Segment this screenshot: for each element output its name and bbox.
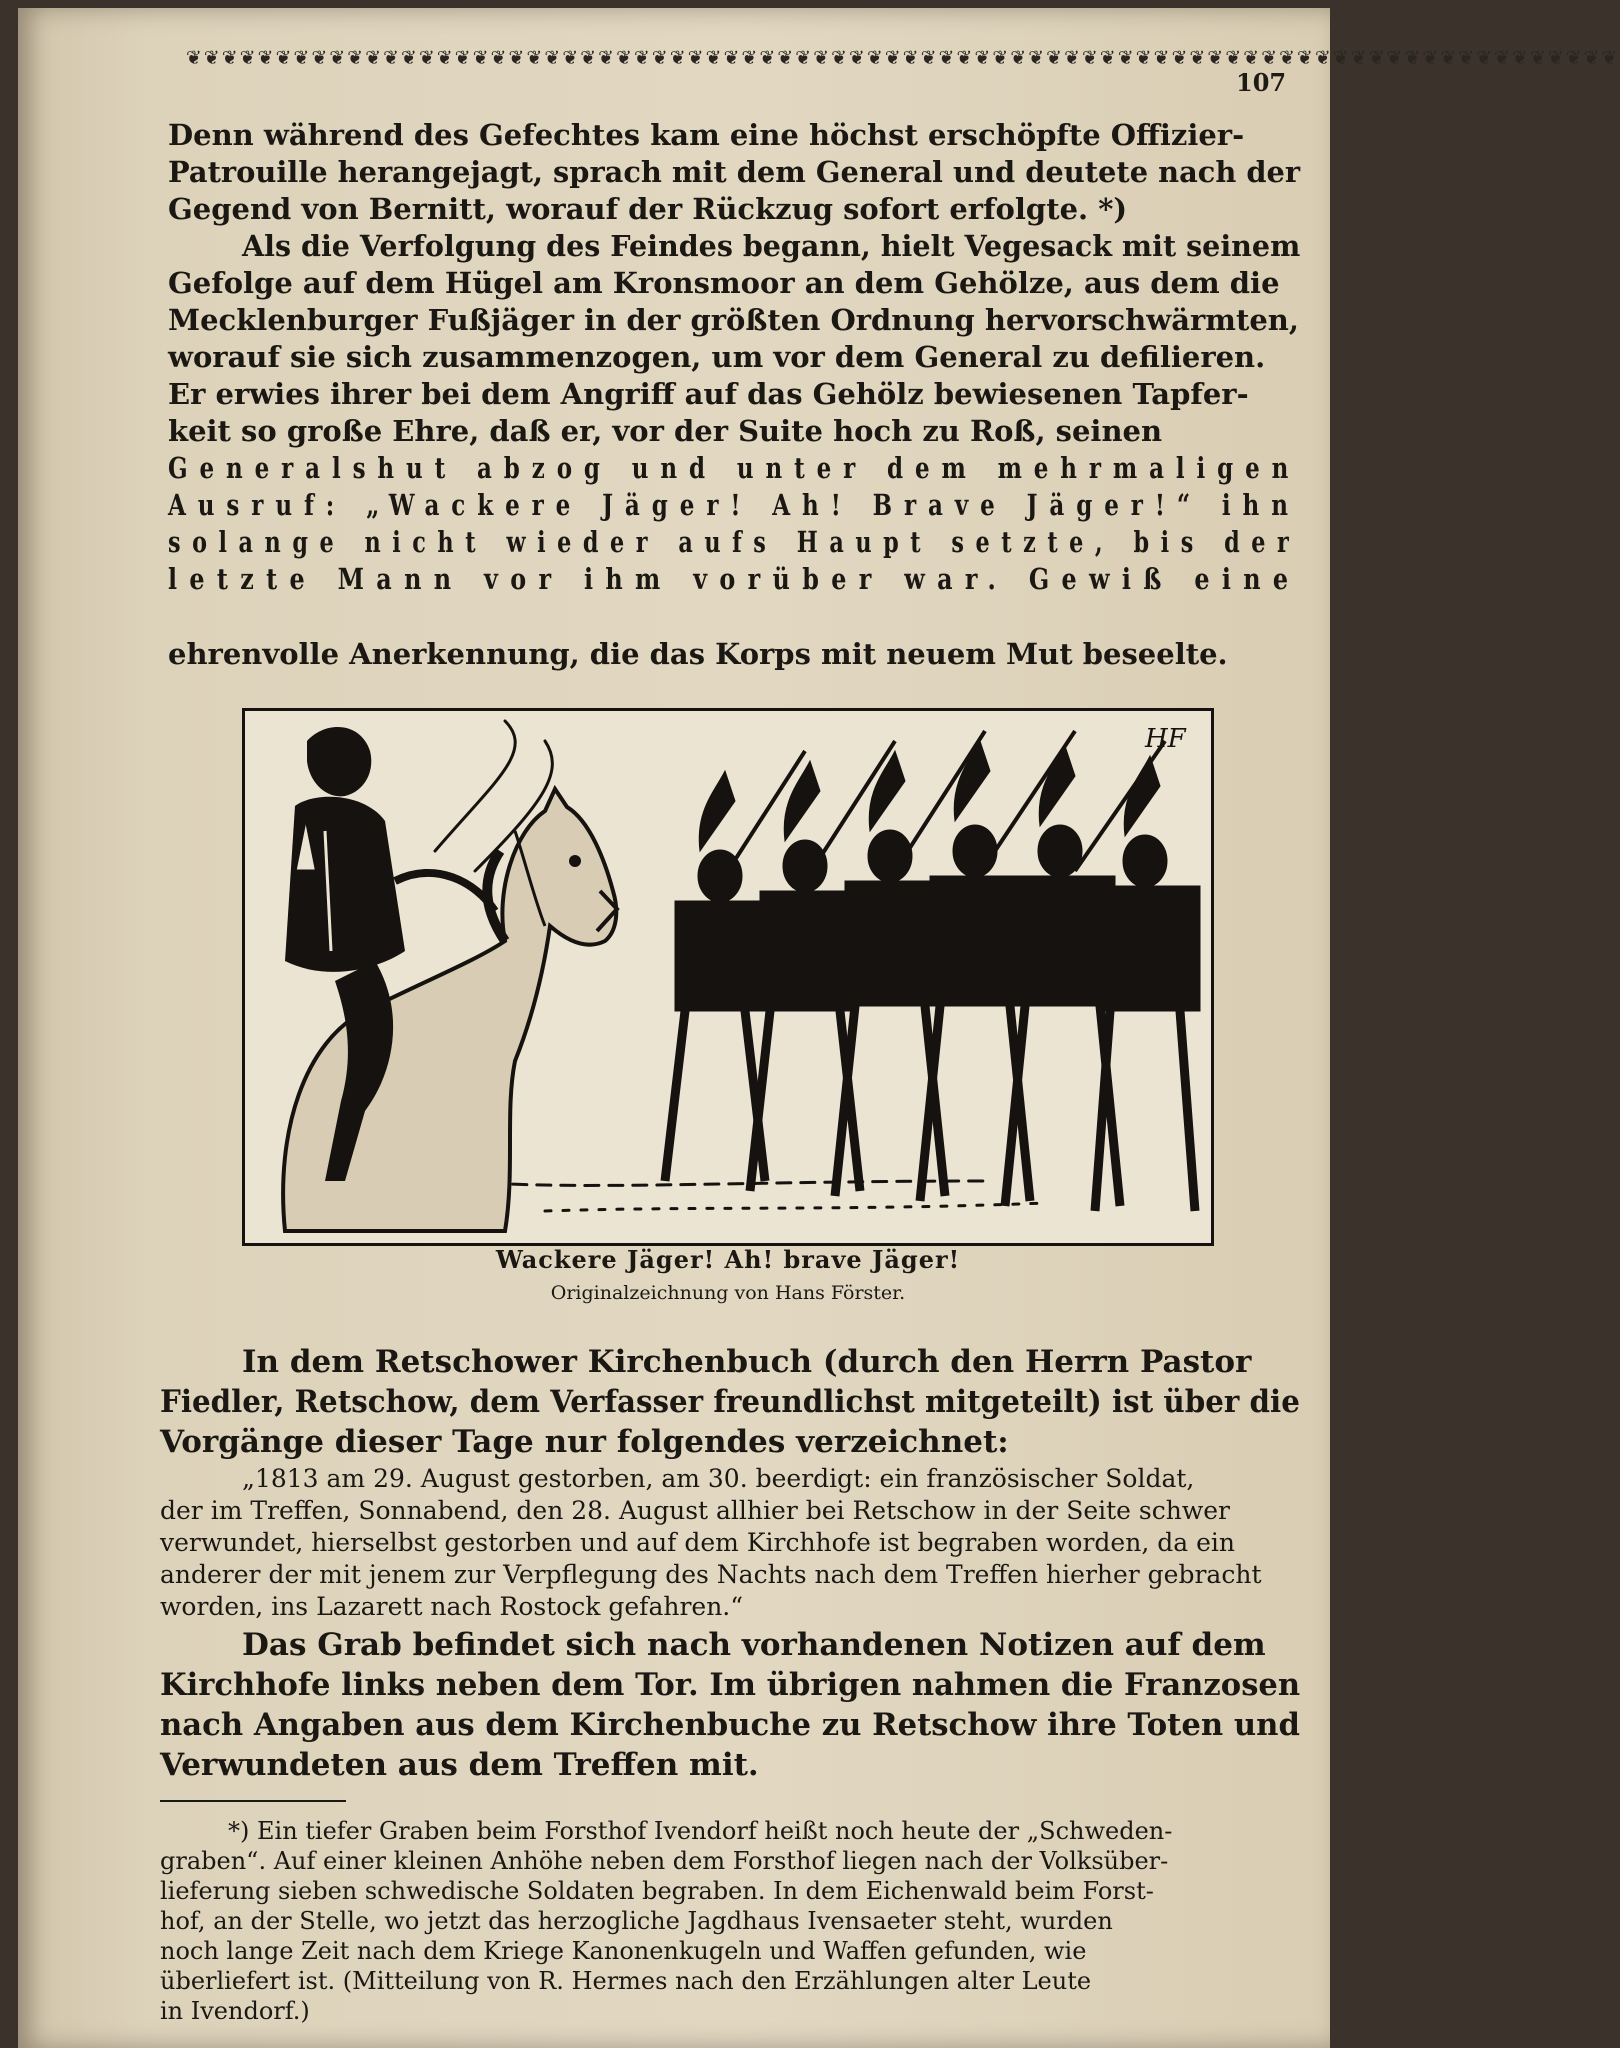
text-line: hof, an der Stelle, wo jetzt das herzogliche Jagdhaus Ivensaeter steht, wurden (160, 1907, 1113, 1935)
text-line: letzte Mann vor ihm vorüber war. Gewiß eine (168, 562, 1301, 596)
text-line: der im Treffen, Sonnabend, den 28. August allhier bei Retschow in der Seite schwer (160, 1496, 1230, 1525)
illustration-frame (242, 708, 1214, 1246)
text-line: Patrouille herangejagt, sprach mit dem General und deutete nach der (168, 155, 1301, 189)
marching-soldiers (665, 731, 1200, 1211)
book-page (18, 8, 1620, 2048)
text-line: Als die Verfolgung des Feindes begann, hielt Vegesack mit seinem (242, 229, 1301, 263)
text-line: Generalshut abzog und unter dem mehrmaligen (168, 451, 1301, 485)
text-line: Vorgänge dieser Tage nur folgendes verzeichnet: (160, 1424, 1009, 1460)
text-line: ehrenvolle Anerkennung, die das Korps mit neuem Mut beseelte. (168, 637, 1228, 671)
text-line: noch lange Zeit nach dem Kriege Kanonenkugeln und Waffen gefunden, wie (160, 1937, 1087, 1965)
text-line: Das Grab befindet sich nach vorhandenen Notizen auf dem (242, 1627, 1266, 1663)
artist-monogram: HF (1145, 724, 1186, 754)
text-line: Fiedler, Retschow, dem Verfasser freundlichst mitgeteilt) ist über die (160, 1384, 1300, 1420)
text-line: In dem Retschower Kirchenbuch (durch den Herrn Pastor (242, 1344, 1252, 1380)
text-line: Gefolge auf dem Hügel am Kronsmoor an dem Gehölze, aus dem die (168, 266, 1280, 300)
text-line: solange nicht wieder aufs Haupt setzte, bis der (168, 525, 1301, 559)
text-line: lieferung sieben schwedische Soldaten begraben. In dem Eichenwald beim Forst- (160, 1877, 1154, 1905)
text-line: in Ivendorf.) (160, 1997, 310, 2025)
text-line: worauf sie sich zusammenzogen, um vor dem General zu defilieren. (168, 340, 1266, 374)
figure-caption: Wackere Jäger! Ah! brave Jäger! (495, 1245, 961, 1274)
text-line: graben“. Auf einer kleinen Anhöhe neben dem Forsthof liegen nach der Volksüber- (160, 1847, 1169, 1875)
text-line: keit so große Ehre, daß er, vor der Suite hoch zu Roß, seinen (168, 414, 1163, 448)
figure-credit: Originalzeichnung von Hans Förster. (550, 1282, 906, 1304)
text-line: Er erwies ihrer bei dem Angriff auf das Gehölz bewiesenen Tapfer- (168, 377, 1249, 411)
text-line: Mecklenburger Fußjäger in der größten Ordnung hervorschwärmten, (168, 303, 1299, 337)
text-line: *) Ein tiefer Graben beim Forsthof Ivendorf heißt noch heute der „Schweden- (228, 1817, 1173, 1845)
text-line: Kirchhofe links neben dem Tor. Im übrigen nahmen die Franzosen (160, 1667, 1301, 1703)
text-line: worden, ins Lazarett nach Rostock gefahren.“ (160, 1592, 744, 1621)
text-line: Gegend von Bernitt, worauf der Rückzug sofort erfolgte. *) (168, 192, 1128, 226)
text-line: anderer der mit jenem zur Verpflegung des Nachts nach dem Treffen hierher gebracht (160, 1560, 1262, 1589)
text-line: Denn während des Gefechtes kam eine höchst erschöpfte Offizier- (168, 118, 1245, 152)
text-line: „1813 am 29. August gestorben, am 30. beerdigt: ein französischer Soldat, (242, 1464, 1195, 1493)
illustration-drawing (245, 711, 1211, 1243)
footnote-divider (160, 1800, 346, 1802)
ornament-border: ❦❦❦❦❦❦❦❦❦❦❦❦❦❦❦❦❦❦❦❦❦❦❦❦❦❦❦❦❦❦❦❦❦❦❦❦❦❦❦❦❦❦❦❦❦❦❦❦❦❦❦❦❦❦❦❦❦❦❦❦❦❦❦❦❦❦❦❦❦❦❦❦❦❦❦❦❦❦❦❦ (186, 47, 1620, 69)
text-line: Verwundeten aus dem Treffen mit. (160, 1747, 759, 1783)
text-line: überliefert ist. (Mitteilung von R. Hermes nach den Erzählungen alter Leute (160, 1967, 1092, 1995)
text-line: nach Angaben aus dem Kirchenbuche zu Retschow ihre Toten und (160, 1707, 1300, 1743)
text-line: Ausruf: „Wackere Jäger! Ah! Brave Jäger!“ ihn (168, 488, 1300, 522)
text-line: verwundet, hierselbst gestorben und auf dem Kirchhofe ist begraben worden, da ein (160, 1528, 1235, 1557)
page-number: 107 (1236, 68, 1287, 97)
